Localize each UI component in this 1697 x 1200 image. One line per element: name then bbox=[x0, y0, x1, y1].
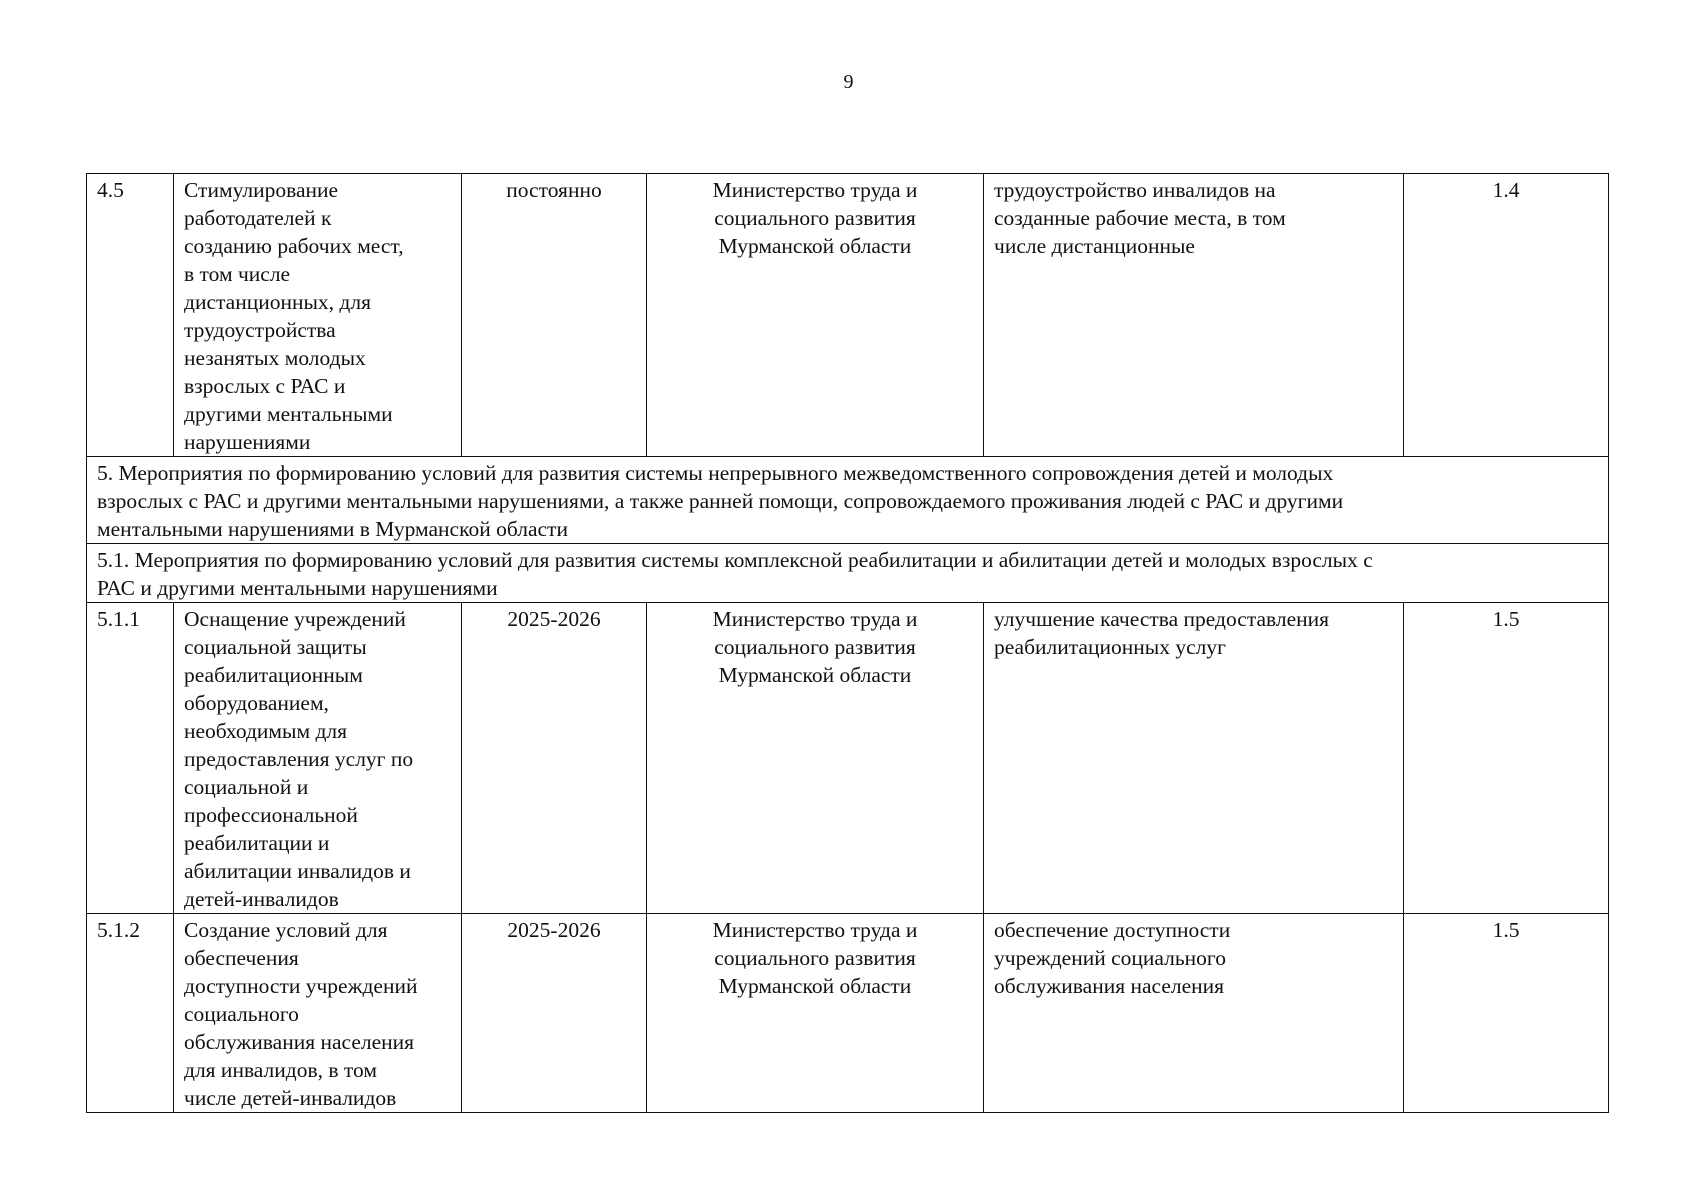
item-executor: Министерство труда и социального развития Мурманской области bbox=[647, 603, 984, 914]
item-name: Создание условий для обеспечения доступности учреждений социального обслуживания населения для инвалидов, в том числе детей-инвалидов bbox=[174, 914, 462, 1113]
item-term: 2025-2026 bbox=[462, 603, 647, 914]
page-number: 9 bbox=[843, 71, 854, 93]
action-plan-table bbox=[86, 173, 1609, 1113]
table-row bbox=[87, 174, 1609, 457]
item-executor: Министерство труда и социального развития Мурманской области bbox=[647, 174, 984, 457]
item-number: 5.1.2 bbox=[87, 914, 174, 1113]
section-heading: 5. Мероприятия по формированию условий для развития системы непрерывного межведомственного сопровождения детей и молодых взрослых с РАС и другими ментальными нарушениями, а также ранней помощи, сопровождаемого проживания людей с РАС и другими ментальными нарушениями в Мурманской области bbox=[87, 457, 1609, 544]
item-executor: Министерство труда и социального развития Мурманской области bbox=[647, 914, 984, 1113]
table-row bbox=[87, 603, 1609, 914]
item-indicator: 1.5 bbox=[1404, 914, 1609, 1113]
item-term: 2025-2026 bbox=[462, 914, 647, 1113]
item-number: 4.5 bbox=[87, 174, 174, 457]
subsection-row bbox=[87, 544, 1609, 603]
item-result: обеспечение доступности учреждений социального обслуживания населения bbox=[984, 914, 1404, 1113]
item-name: Стимулирование работодателей к созданию рабочих мест, в том числе дистанционных, для трудоустройства незанятых молодых взрослых с РАС и другими ментальными нарушениями bbox=[174, 174, 462, 457]
item-name: Оснащение учреждений социальной защиты реабилитационным оборудованием, необходимым для предоставления услуг по социальной и профессиональной реабилитации и абилитации инвалидов и детей-инвалидов bbox=[174, 603, 462, 914]
item-term: постоянно bbox=[462, 174, 647, 457]
table-row bbox=[87, 914, 1609, 1113]
item-result: улучшение качества предоставления реабилитационных услуг bbox=[984, 603, 1404, 914]
item-result: трудоустройство инвалидов на созданные рабочие места, в том числе дистанционные bbox=[984, 174, 1404, 457]
subsection-heading: 5.1. Мероприятия по формированию условий для развития системы комплексной реабилитации и абилитации детей и молодых взрослых с РАС и другими ментальными нарушениями bbox=[87, 544, 1609, 603]
item-indicator: 1.5 bbox=[1404, 603, 1609, 914]
section-row bbox=[87, 457, 1609, 544]
item-indicator: 1.4 bbox=[1404, 174, 1609, 457]
item-number: 5.1.1 bbox=[87, 603, 174, 914]
